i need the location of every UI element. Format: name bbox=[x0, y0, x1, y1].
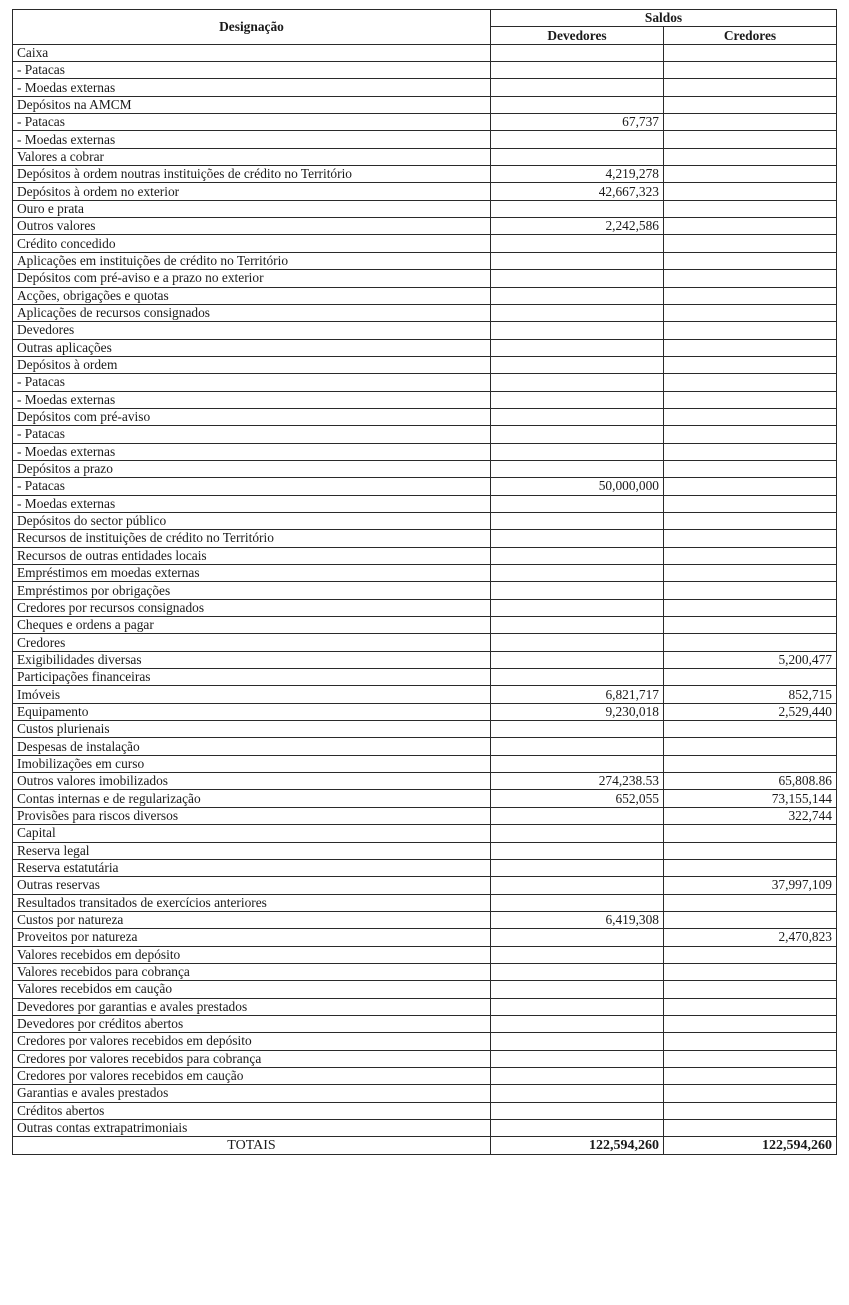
row-devedores bbox=[491, 998, 664, 1015]
row-devedores bbox=[491, 946, 664, 963]
row-credores bbox=[664, 1015, 837, 1032]
row-credores bbox=[664, 599, 837, 616]
table-row bbox=[13, 1015, 837, 1032]
row-label: Acções, obrigações e quotas bbox=[13, 287, 491, 304]
table-row bbox=[13, 148, 837, 165]
table-row bbox=[13, 304, 837, 321]
row-devedores bbox=[491, 547, 664, 564]
row-devedores bbox=[491, 62, 664, 79]
table-row bbox=[13, 339, 837, 356]
row-devedores bbox=[491, 1102, 664, 1119]
row-credores bbox=[664, 1120, 837, 1137]
row-devedores bbox=[491, 443, 664, 460]
table-body bbox=[13, 44, 837, 1137]
row-label: Reserva legal bbox=[13, 842, 491, 859]
row-credores bbox=[664, 963, 837, 980]
header-saldos: Saldos bbox=[491, 10, 837, 27]
row-label: Valores a cobrar bbox=[13, 148, 491, 165]
table-row bbox=[13, 911, 837, 928]
row-credores bbox=[664, 565, 837, 582]
totals-credores: 122,594,260 bbox=[664, 1137, 837, 1155]
row-label: - Moedas externas bbox=[13, 131, 491, 148]
table-row bbox=[13, 443, 837, 460]
row-label: Credores por valores recebidos para cobrança bbox=[13, 1050, 491, 1067]
table-row bbox=[13, 200, 837, 217]
table-row bbox=[13, 166, 837, 183]
row-credores bbox=[664, 495, 837, 512]
table-row bbox=[13, 426, 837, 443]
table-row bbox=[13, 96, 837, 113]
row-credores bbox=[664, 44, 837, 61]
row-label: Participações financeiras bbox=[13, 669, 491, 686]
row-credores bbox=[664, 617, 837, 634]
row-label: Devedores por créditos abertos bbox=[13, 1015, 491, 1032]
row-credores bbox=[664, 981, 837, 998]
row-label: Cheques e ordens a pagar bbox=[13, 617, 491, 634]
table-row bbox=[13, 218, 837, 235]
row-label: Outros valores imobilizados bbox=[13, 773, 491, 790]
row-devedores bbox=[491, 356, 664, 373]
row-credores bbox=[664, 738, 837, 755]
table-header bbox=[13, 10, 837, 45]
row-label: Credores por valores recebidos em caução bbox=[13, 1067, 491, 1084]
row-label: Ouro e prata bbox=[13, 200, 491, 217]
row-credores bbox=[664, 998, 837, 1015]
row-devedores bbox=[491, 1033, 664, 1050]
row-devedores bbox=[491, 755, 664, 772]
row-devedores bbox=[491, 929, 664, 946]
row-label: Outros valores bbox=[13, 218, 491, 235]
row-devedores bbox=[491, 1015, 664, 1032]
table-row bbox=[13, 929, 837, 946]
row-label: Depósitos com pré-aviso bbox=[13, 408, 491, 425]
table-row bbox=[13, 825, 837, 842]
table-row bbox=[13, 1067, 837, 1084]
row-devedores: 9,230,018 bbox=[491, 703, 664, 720]
table-row bbox=[13, 773, 837, 790]
row-devedores bbox=[491, 512, 664, 529]
row-label: Equipamento bbox=[13, 703, 491, 720]
row-credores bbox=[664, 391, 837, 408]
table-row bbox=[13, 62, 837, 79]
row-credores bbox=[664, 1102, 837, 1119]
row-devedores: 50,000,000 bbox=[491, 478, 664, 495]
row-devedores bbox=[491, 408, 664, 425]
table-row bbox=[13, 963, 837, 980]
row-label: Créditos abertos bbox=[13, 1102, 491, 1119]
row-credores: 322,744 bbox=[664, 807, 837, 824]
row-devedores bbox=[491, 1050, 664, 1067]
table-row bbox=[13, 634, 837, 651]
row-credores bbox=[664, 894, 837, 911]
header-credores: Credores bbox=[664, 27, 837, 44]
table-row bbox=[13, 790, 837, 807]
row-credores bbox=[664, 166, 837, 183]
row-label: - Moedas externas bbox=[13, 495, 491, 512]
row-devedores bbox=[491, 79, 664, 96]
row-devedores: 652,055 bbox=[491, 790, 664, 807]
row-devedores bbox=[491, 460, 664, 477]
row-credores bbox=[664, 842, 837, 859]
row-label: - Patacas bbox=[13, 426, 491, 443]
row-label: Garantias e avales prestados bbox=[13, 1085, 491, 1102]
row-credores bbox=[664, 582, 837, 599]
row-devedores bbox=[491, 252, 664, 269]
table-row bbox=[13, 391, 837, 408]
row-credores bbox=[664, 1050, 837, 1067]
row-devedores bbox=[491, 963, 664, 980]
row-devedores bbox=[491, 877, 664, 894]
row-credores: 73,155,144 bbox=[664, 790, 837, 807]
row-label: Contas internas e de regularização bbox=[13, 790, 491, 807]
table-row bbox=[13, 842, 837, 859]
row-devedores bbox=[491, 322, 664, 339]
table-row bbox=[13, 1033, 837, 1050]
row-devedores bbox=[491, 530, 664, 547]
row-devedores: 6,821,717 bbox=[491, 686, 664, 703]
table-row bbox=[13, 877, 837, 894]
header-designacao: Designação bbox=[13, 10, 491, 45]
header-devedores: Devedores bbox=[491, 27, 664, 44]
table-row bbox=[13, 807, 837, 824]
table-row bbox=[13, 478, 837, 495]
row-credores bbox=[664, 62, 837, 79]
table-row bbox=[13, 114, 837, 131]
row-devedores bbox=[491, 599, 664, 616]
row-devedores bbox=[491, 304, 664, 321]
table-row bbox=[13, 565, 837, 582]
row-credores bbox=[664, 356, 837, 373]
row-label: - Moedas externas bbox=[13, 443, 491, 460]
table-row bbox=[13, 669, 837, 686]
row-label: Credores por valores recebidos em depósito bbox=[13, 1033, 491, 1050]
row-label: Caixa bbox=[13, 44, 491, 61]
row-credores bbox=[664, 252, 837, 269]
row-label: Depósitos à ordem noutras instituições de crédito no Território bbox=[13, 166, 491, 183]
trial-balance-table bbox=[12, 9, 837, 1155]
row-credores bbox=[664, 235, 837, 252]
row-devedores bbox=[491, 270, 664, 287]
table-row bbox=[13, 582, 837, 599]
row-devedores bbox=[491, 981, 664, 998]
table-row bbox=[13, 547, 837, 564]
row-credores bbox=[664, 96, 837, 113]
table-row bbox=[13, 1120, 837, 1137]
row-credores bbox=[664, 547, 837, 564]
row-label: - Moedas externas bbox=[13, 391, 491, 408]
row-credores: 2,470,823 bbox=[664, 929, 837, 946]
table-row bbox=[13, 946, 837, 963]
row-credores bbox=[664, 131, 837, 148]
row-credores: 5,200,477 bbox=[664, 651, 837, 668]
totals-label: TOTAIS bbox=[13, 1137, 491, 1155]
row-devedores: 2,242,586 bbox=[491, 218, 664, 235]
table-row bbox=[13, 495, 837, 512]
row-credores bbox=[664, 530, 837, 547]
row-credores: 65,808.86 bbox=[664, 773, 837, 790]
table-row bbox=[13, 44, 837, 61]
row-credores bbox=[664, 755, 837, 772]
row-credores bbox=[664, 408, 837, 425]
row-label: Resultados transitados de exercícios anteriores bbox=[13, 894, 491, 911]
table-row bbox=[13, 460, 837, 477]
table-row bbox=[13, 322, 837, 339]
row-label: Capital bbox=[13, 825, 491, 842]
row-credores bbox=[664, 270, 837, 287]
row-label: Outras aplicações bbox=[13, 339, 491, 356]
row-devedores bbox=[491, 44, 664, 61]
row-label: Recursos de outras entidades locais bbox=[13, 547, 491, 564]
row-devedores bbox=[491, 1120, 664, 1137]
row-label: Depósitos do sector público bbox=[13, 512, 491, 529]
row-devedores bbox=[491, 894, 664, 911]
row-label: Credores por recursos consignados bbox=[13, 599, 491, 616]
table-row bbox=[13, 287, 837, 304]
row-devedores bbox=[491, 235, 664, 252]
table-row bbox=[13, 1085, 837, 1102]
row-devedores bbox=[491, 651, 664, 668]
row-credores bbox=[664, 322, 837, 339]
table-row bbox=[13, 1050, 837, 1067]
row-devedores: 6,419,308 bbox=[491, 911, 664, 928]
row-devedores bbox=[491, 1067, 664, 1084]
row-credores bbox=[664, 114, 837, 131]
row-label: - Patacas bbox=[13, 114, 491, 131]
row-credores bbox=[664, 512, 837, 529]
row-label: Outras reservas bbox=[13, 877, 491, 894]
row-devedores bbox=[491, 96, 664, 113]
row-devedores bbox=[491, 617, 664, 634]
table-row bbox=[13, 703, 837, 720]
row-credores: 37,997,109 bbox=[664, 877, 837, 894]
row-credores bbox=[664, 859, 837, 876]
table-row bbox=[13, 617, 837, 634]
row-label: Aplicações de recursos consignados bbox=[13, 304, 491, 321]
table-row bbox=[13, 235, 837, 252]
row-label: Depósitos à ordem no exterior bbox=[13, 183, 491, 200]
row-credores bbox=[664, 1033, 837, 1050]
row-devedores bbox=[491, 738, 664, 755]
row-devedores bbox=[491, 842, 664, 859]
row-credores bbox=[664, 460, 837, 477]
row-devedores bbox=[491, 426, 664, 443]
row-devedores bbox=[491, 582, 664, 599]
row-label: Provisões para riscos diversos bbox=[13, 807, 491, 824]
row-devedores bbox=[491, 825, 664, 842]
row-label: Depósitos a prazo bbox=[13, 460, 491, 477]
table-row bbox=[13, 270, 837, 287]
table-row bbox=[13, 408, 837, 425]
table-row bbox=[13, 599, 837, 616]
table-row bbox=[13, 859, 837, 876]
row-devedores bbox=[491, 807, 664, 824]
row-label: Outras contas extrapatrimoniais bbox=[13, 1120, 491, 1137]
table-row bbox=[13, 998, 837, 1015]
row-devedores bbox=[491, 131, 664, 148]
row-label: Despesas de instalação bbox=[13, 738, 491, 755]
row-devedores bbox=[491, 287, 664, 304]
row-devedores bbox=[491, 391, 664, 408]
row-label: - Patacas bbox=[13, 478, 491, 495]
row-credores bbox=[664, 946, 837, 963]
row-credores bbox=[664, 634, 837, 651]
table-row bbox=[13, 356, 837, 373]
row-label: Empréstimos por obrigações bbox=[13, 582, 491, 599]
row-credores bbox=[664, 443, 837, 460]
table-row bbox=[13, 131, 837, 148]
row-credores bbox=[664, 339, 837, 356]
row-label: Custos plurienais bbox=[13, 721, 491, 738]
row-credores bbox=[664, 478, 837, 495]
row-devedores bbox=[491, 669, 664, 686]
table-row bbox=[13, 1102, 837, 1119]
row-label: Proveitos por natureza bbox=[13, 929, 491, 946]
table-row bbox=[13, 755, 837, 772]
row-devedores bbox=[491, 565, 664, 582]
table-row bbox=[13, 79, 837, 96]
row-label: Empréstimos em moedas externas bbox=[13, 565, 491, 582]
row-credores bbox=[664, 200, 837, 217]
row-label: Devedores por garantias e avales prestados bbox=[13, 998, 491, 1015]
table-row bbox=[13, 374, 837, 391]
row-devedores: 42,667,323 bbox=[491, 183, 664, 200]
row-label: Depósitos à ordem bbox=[13, 356, 491, 373]
row-credores bbox=[664, 911, 837, 928]
row-devedores bbox=[491, 634, 664, 651]
row-devedores bbox=[491, 339, 664, 356]
table-row bbox=[13, 183, 837, 200]
row-devedores bbox=[491, 1085, 664, 1102]
totals-devedores: 122,594,260 bbox=[491, 1137, 664, 1155]
row-credores bbox=[664, 148, 837, 165]
row-label: Credores bbox=[13, 634, 491, 651]
row-credores bbox=[664, 426, 837, 443]
row-devedores bbox=[491, 721, 664, 738]
row-label: Custos por natureza bbox=[13, 911, 491, 928]
row-credores bbox=[664, 374, 837, 391]
row-credores: 852,715 bbox=[664, 686, 837, 703]
row-devedores: 4,219,278 bbox=[491, 166, 664, 183]
row-label: Depósitos com pré-aviso e a prazo no exterior bbox=[13, 270, 491, 287]
table-row bbox=[13, 738, 837, 755]
row-credores bbox=[664, 721, 837, 738]
row-label: Devedores bbox=[13, 322, 491, 339]
row-label: Valores recebidos em depósito bbox=[13, 946, 491, 963]
table-row bbox=[13, 252, 837, 269]
row-label: - Patacas bbox=[13, 62, 491, 79]
row-credores bbox=[664, 218, 837, 235]
row-label: Imóveis bbox=[13, 686, 491, 703]
table-row bbox=[13, 530, 837, 547]
table-row bbox=[13, 981, 837, 998]
row-devedores bbox=[491, 148, 664, 165]
row-label: Valores recebidos para cobrança bbox=[13, 963, 491, 980]
row-devedores bbox=[491, 859, 664, 876]
row-credores bbox=[664, 1067, 837, 1084]
row-credores bbox=[664, 287, 837, 304]
row-devedores bbox=[491, 495, 664, 512]
table-row bbox=[13, 512, 837, 529]
row-label: Imobilizações em curso bbox=[13, 755, 491, 772]
row-label: Reserva estatutária bbox=[13, 859, 491, 876]
row-credores bbox=[664, 79, 837, 96]
table-row bbox=[13, 894, 837, 911]
row-credores bbox=[664, 669, 837, 686]
row-label: Exigibilidades diversas bbox=[13, 651, 491, 668]
row-credores bbox=[664, 825, 837, 842]
table-row bbox=[13, 651, 837, 668]
totals-row bbox=[13, 1137, 837, 1155]
row-devedores: 67,737 bbox=[491, 114, 664, 131]
row-label: Crédito concedido bbox=[13, 235, 491, 252]
row-label: Aplicações em instituições de crédito no Território bbox=[13, 252, 491, 269]
row-label: Valores recebidos em caução bbox=[13, 981, 491, 998]
table-row bbox=[13, 686, 837, 703]
row-devedores: 274,238.53 bbox=[491, 773, 664, 790]
row-label: - Patacas bbox=[13, 374, 491, 391]
row-devedores bbox=[491, 374, 664, 391]
row-credores bbox=[664, 304, 837, 321]
row-label: Recursos de instituições de crédito no Território bbox=[13, 530, 491, 547]
table-row bbox=[13, 721, 837, 738]
row-credores bbox=[664, 1085, 837, 1102]
row-devedores bbox=[491, 200, 664, 217]
row-label: Depósitos na AMCM bbox=[13, 96, 491, 113]
row-credores: 2,529,440 bbox=[664, 703, 837, 720]
row-label: - Moedas externas bbox=[13, 79, 491, 96]
row-credores bbox=[664, 183, 837, 200]
